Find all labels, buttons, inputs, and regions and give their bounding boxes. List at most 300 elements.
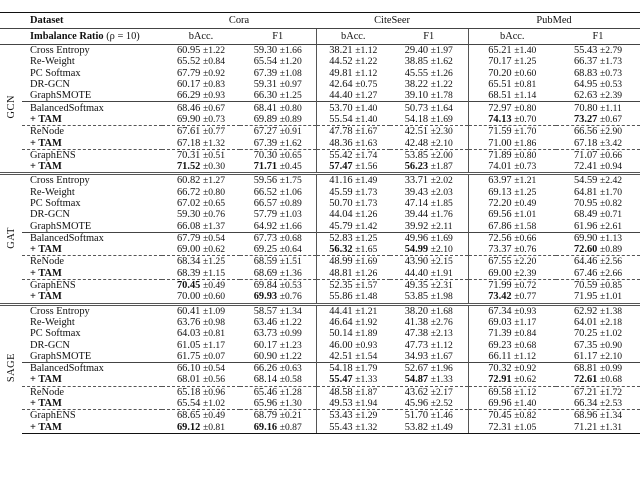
mean-value: 67.73 bbox=[253, 232, 278, 244]
result-cell bbox=[468, 339, 556, 350]
result-cell bbox=[468, 126, 556, 138]
result-cell bbox=[162, 232, 240, 244]
result-cell bbox=[240, 422, 316, 434]
mean-value: 65.54 bbox=[253, 56, 278, 68]
std-value: ±1.01 bbox=[514, 209, 537, 221]
std-value: ±1.13 bbox=[599, 232, 623, 244]
std-value: ±0.76 bbox=[202, 209, 226, 221]
std-value: ±1.15 bbox=[202, 267, 226, 279]
std-value: ±1.57 bbox=[355, 280, 378, 292]
mean-value: 68.69 bbox=[253, 267, 278, 279]
mean-value: 67.18 bbox=[573, 137, 598, 149]
std-value: ±1.79 bbox=[355, 363, 378, 375]
method-label: + TAM bbox=[30, 137, 62, 149]
mean-value: 46.64 bbox=[329, 316, 353, 328]
mean-value: 50.73 bbox=[404, 102, 429, 114]
result-cell bbox=[556, 279, 640, 291]
table-row bbox=[0, 256, 640, 268]
result-cell bbox=[556, 126, 640, 138]
method-name: BalancedSoftmax bbox=[22, 232, 162, 244]
mean-value: 64.95 bbox=[573, 79, 598, 91]
result-cell bbox=[316, 422, 390, 434]
std-value: ±1.96 bbox=[430, 363, 453, 375]
method-name: Cross Entropy bbox=[22, 304, 162, 317]
std-value: ±1.70 bbox=[599, 186, 623, 198]
result-cell bbox=[390, 244, 468, 256]
result-cell bbox=[162, 291, 240, 304]
mean-value: 65.54 bbox=[176, 398, 201, 410]
result-cell bbox=[468, 90, 556, 102]
std-value: ±1.78 bbox=[430, 90, 453, 102]
std-value: ±2.53 bbox=[599, 398, 623, 410]
std-value: ±2.20 bbox=[514, 256, 537, 268]
std-value: ±0.73 bbox=[514, 161, 537, 173]
method-name bbox=[22, 422, 162, 434]
result-cell bbox=[162, 268, 240, 280]
std-value: ±1.56 bbox=[355, 161, 378, 173]
mean-value: 45.55 bbox=[404, 67, 429, 79]
std-value: ±1.03 bbox=[279, 209, 302, 221]
std-value: ±1.23 bbox=[279, 339, 302, 351]
std-value: ±1.72 bbox=[599, 386, 623, 398]
result-cell bbox=[162, 187, 240, 198]
mean-value: 65.21 bbox=[488, 45, 512, 57]
mean-value: 53.85 bbox=[404, 291, 429, 303]
std-value: ±0.58 bbox=[279, 374, 302, 386]
std-value: ±1.12 bbox=[355, 45, 378, 57]
table-row bbox=[0, 90, 640, 102]
mean-value: 70.17 bbox=[488, 56, 512, 68]
mean-value: 69.93 bbox=[253, 291, 278, 303]
result-cell bbox=[240, 45, 316, 57]
mean-value: 63.97 bbox=[488, 175, 512, 187]
result-cell bbox=[316, 317, 390, 328]
method-name: ReNode bbox=[22, 256, 162, 268]
mean-value: 62.92 bbox=[573, 305, 598, 317]
result-cell bbox=[240, 161, 316, 174]
mean-value: 48.58 bbox=[329, 386, 353, 398]
mean-value: 61.17 bbox=[573, 350, 598, 362]
mean-value: 72.60 bbox=[573, 244, 598, 256]
mean-value: 70.30 bbox=[253, 149, 278, 161]
result-cell bbox=[556, 102, 640, 114]
result-cell bbox=[390, 386, 468, 398]
table-row bbox=[0, 244, 640, 256]
std-value: ±0.66 bbox=[514, 232, 537, 244]
result-cell bbox=[316, 68, 390, 79]
std-value: ±0.81 bbox=[202, 328, 226, 340]
mean-value: 65.52 bbox=[176, 56, 201, 68]
method-label: + TAM bbox=[30, 267, 62, 279]
mean-value: 55.43 bbox=[329, 421, 353, 433]
mean-value: 48.36 bbox=[329, 137, 353, 149]
mean-value: 65.18 bbox=[176, 386, 201, 398]
std-value: ±1.75 bbox=[279, 175, 302, 187]
mean-value: 63.73 bbox=[253, 328, 278, 340]
std-value: ±1.25 bbox=[279, 90, 302, 102]
mean-value: 64.81 bbox=[573, 186, 598, 198]
mean-value: 60.82 bbox=[176, 175, 201, 187]
std-value: ±2.13 bbox=[430, 328, 453, 340]
mean-value: 68.96 bbox=[573, 410, 598, 422]
table-row bbox=[0, 161, 640, 174]
mean-value: 72.91 bbox=[488, 374, 512, 386]
std-value: ±0.80 bbox=[202, 186, 226, 198]
std-value: ±0.60 bbox=[202, 291, 226, 303]
mean-value: 68.83 bbox=[573, 67, 598, 79]
method-name bbox=[22, 268, 162, 280]
std-value: ±1.67 bbox=[430, 350, 453, 362]
method-name: GraphSMOTE bbox=[30, 220, 92, 232]
result-cell bbox=[240, 398, 316, 410]
table-row bbox=[0, 220, 640, 232]
result-cell bbox=[316, 126, 390, 138]
std-value: ±0.64 bbox=[279, 244, 302, 256]
mean-value: 66.72 bbox=[176, 186, 201, 198]
result-cell bbox=[468, 256, 556, 268]
result-cell bbox=[316, 386, 390, 398]
result-cell bbox=[316, 114, 390, 126]
std-value: ±1.97 bbox=[430, 45, 453, 57]
mean-value: 69.13 bbox=[488, 186, 512, 198]
table-row bbox=[0, 45, 640, 57]
mean-value: 66.11 bbox=[488, 350, 512, 362]
result-cell bbox=[240, 268, 316, 280]
mean-value: 71.39 bbox=[488, 328, 512, 340]
std-value: ±1.49 bbox=[355, 175, 378, 187]
method-name: PC Softmax bbox=[30, 328, 81, 340]
table-row bbox=[0, 304, 640, 317]
mean-value: 59.31 bbox=[253, 79, 278, 91]
mean-value: 46.00 bbox=[329, 339, 353, 351]
mean-value: 70.80 bbox=[574, 102, 598, 114]
std-value: ±1.22 bbox=[430, 79, 453, 91]
std-value: ±1.40 bbox=[514, 45, 537, 57]
mean-value: 53.82 bbox=[404, 421, 429, 433]
result-cell bbox=[556, 351, 640, 363]
mean-value: 70.20 bbox=[488, 67, 512, 79]
mean-value: 67.79 bbox=[176, 232, 201, 244]
result-cell bbox=[556, 45, 640, 57]
result-cell bbox=[556, 398, 640, 410]
mean-value: 63.76 bbox=[176, 316, 201, 328]
mean-value: 67.86 bbox=[488, 220, 512, 232]
result-cell bbox=[390, 317, 468, 328]
result-cell bbox=[162, 90, 240, 102]
mean-value: 64.03 bbox=[176, 328, 201, 340]
std-value: ±2.61 bbox=[599, 220, 623, 232]
mean-value: 67.55 bbox=[488, 256, 512, 268]
result-cell bbox=[162, 220, 240, 232]
metric-pubmed-bacc: bAcc. bbox=[468, 29, 556, 45]
table-row bbox=[0, 268, 640, 280]
std-value: ±0.73 bbox=[599, 67, 623, 79]
std-value: ±0.21 bbox=[279, 410, 302, 422]
std-value: ±0.73 bbox=[202, 113, 226, 125]
std-value: ±1.26 bbox=[355, 267, 378, 279]
std-value: ±1.68 bbox=[430, 305, 453, 317]
mean-value: 68.79 bbox=[253, 410, 278, 422]
result-cell bbox=[316, 187, 390, 198]
method-name: GraphSMOTE bbox=[30, 350, 92, 362]
std-value: ±0.54 bbox=[202, 232, 226, 244]
result-cell bbox=[162, 339, 240, 350]
result-cell bbox=[556, 79, 640, 90]
result-cell bbox=[390, 174, 468, 187]
mean-value: 59.56 bbox=[253, 175, 278, 187]
result-cell bbox=[468, 198, 556, 209]
std-value: ±0.87 bbox=[279, 421, 302, 433]
std-value: ±0.80 bbox=[279, 102, 302, 114]
table-row bbox=[0, 291, 640, 304]
std-value: ±0.77 bbox=[514, 291, 537, 303]
model-label bbox=[0, 174, 22, 304]
table-row bbox=[0, 363, 640, 375]
mean-value: 73.42 bbox=[488, 291, 512, 303]
mean-value: 39.43 bbox=[404, 186, 429, 198]
std-value: ±2.31 bbox=[430, 280, 453, 292]
mean-value: 70.45 bbox=[488, 410, 512, 422]
std-value: ±1.12 bbox=[514, 350, 537, 362]
mean-value: 67.34 bbox=[488, 305, 512, 317]
mean-value: 55.54 bbox=[329, 113, 353, 125]
result-cell bbox=[390, 45, 468, 57]
result-cell bbox=[468, 304, 556, 317]
result-cell bbox=[556, 149, 640, 161]
mean-value: 57.79 bbox=[253, 209, 278, 221]
metric-header-row bbox=[0, 29, 640, 45]
std-value: ±1.25 bbox=[514, 56, 537, 68]
mean-value: 69.84 bbox=[253, 280, 278, 292]
mean-value: 72.41 bbox=[573, 161, 598, 173]
std-value: ±1.40 bbox=[355, 113, 378, 125]
mean-value: 69.03 bbox=[488, 316, 512, 328]
result-cell bbox=[316, 102, 390, 114]
result-cell bbox=[468, 79, 556, 90]
std-value: ±0.68 bbox=[279, 232, 302, 244]
method-name bbox=[22, 291, 162, 304]
table-row bbox=[0, 351, 640, 363]
std-value: ±0.83 bbox=[202, 79, 226, 91]
mean-value: 68.41 bbox=[253, 102, 278, 114]
result-cell bbox=[240, 56, 316, 67]
std-value: ±1.74 bbox=[355, 149, 378, 161]
mean-value: 72.20 bbox=[488, 198, 512, 209]
mean-value: 49.81 bbox=[329, 67, 353, 79]
mean-value: 69.90 bbox=[573, 232, 598, 244]
mean-value: 69.25 bbox=[253, 244, 278, 256]
method-name: Cross Entropy bbox=[22, 174, 162, 187]
result-cell bbox=[468, 137, 556, 149]
mean-value: 67.02 bbox=[176, 198, 201, 209]
result-cell bbox=[316, 90, 390, 102]
std-value: ±1.54 bbox=[355, 350, 378, 362]
imbalance-ratio-label: Imbalance Ratio (ρ = 10) bbox=[22, 29, 162, 45]
mean-value: 44.04 bbox=[329, 209, 353, 221]
std-value: ±0.51 bbox=[202, 149, 226, 161]
result-cell bbox=[162, 256, 240, 268]
std-value: ±1.12 bbox=[514, 386, 537, 398]
table-row bbox=[0, 126, 640, 138]
std-value: ±1.28 bbox=[279, 386, 302, 398]
table-row bbox=[0, 328, 640, 339]
result-cell bbox=[316, 268, 390, 280]
result-cell bbox=[162, 198, 240, 209]
result-cell bbox=[468, 328, 556, 339]
std-value: ±1.26 bbox=[430, 67, 453, 79]
mean-value: 69.12 bbox=[176, 421, 201, 433]
result-cell bbox=[468, 317, 556, 328]
mean-value: 48.81 bbox=[329, 267, 353, 279]
result-cell bbox=[556, 187, 640, 198]
result-cell bbox=[316, 244, 390, 256]
std-value: ±1.48 bbox=[355, 291, 378, 303]
mean-value: 55.86 bbox=[329, 291, 353, 303]
result-cell bbox=[316, 149, 390, 161]
mean-value: 42.48 bbox=[404, 137, 429, 149]
method-name: ReNode bbox=[22, 126, 162, 138]
method-name: GraphENS bbox=[22, 149, 162, 161]
std-value: ±0.49 bbox=[514, 198, 537, 209]
mean-value: 67.39 bbox=[253, 67, 278, 79]
mean-value: 68.49 bbox=[573, 209, 598, 221]
method-name bbox=[22, 114, 162, 126]
std-value: ±0.98 bbox=[202, 316, 226, 328]
std-value: ±0.96 bbox=[202, 386, 226, 398]
model-name: GAT bbox=[5, 226, 17, 249]
method-name: DR-GCN bbox=[30, 339, 70, 351]
mean-value: 49.35 bbox=[404, 280, 429, 292]
std-value: ±1.06 bbox=[279, 186, 302, 198]
method-name: GraphSMOTE bbox=[30, 90, 92, 102]
mean-value: 55.47 bbox=[329, 374, 353, 386]
mean-value: 68.51 bbox=[488, 90, 512, 102]
std-value: ±1.85 bbox=[430, 198, 453, 209]
result-cell bbox=[556, 209, 640, 220]
method-name: PC Softmax bbox=[30, 198, 81, 209]
std-value: ±1.30 bbox=[279, 398, 302, 410]
std-value: ±2.39 bbox=[514, 267, 537, 279]
mean-value: 72.97 bbox=[488, 102, 512, 114]
result-cell bbox=[162, 398, 240, 410]
mean-value: 60.17 bbox=[253, 339, 278, 351]
std-value: ±1.27 bbox=[202, 175, 226, 187]
result-cell bbox=[556, 422, 640, 434]
result-cell bbox=[468, 56, 556, 67]
result-cell bbox=[240, 79, 316, 90]
result-cell bbox=[390, 114, 468, 126]
mean-value: 39.92 bbox=[404, 220, 429, 232]
std-value: ±0.76 bbox=[514, 244, 537, 256]
result-cell bbox=[162, 279, 240, 291]
result-cell bbox=[316, 232, 390, 244]
result-cell bbox=[468, 45, 556, 57]
result-cell bbox=[556, 56, 640, 67]
result-cell bbox=[240, 209, 316, 220]
mean-value: 71.00 bbox=[488, 137, 512, 149]
mean-value: 64.46 bbox=[573, 256, 598, 268]
result-cell bbox=[240, 279, 316, 291]
std-value: ±1.22 bbox=[279, 316, 302, 328]
result-cell bbox=[556, 339, 640, 350]
std-value: ±1.65 bbox=[355, 244, 378, 256]
mean-value: 53.85 bbox=[404, 149, 429, 161]
mean-value: 38.21 bbox=[329, 45, 353, 57]
std-value: ±1.69 bbox=[430, 113, 453, 125]
mean-value: 67.39 bbox=[253, 137, 278, 149]
std-value: ±0.68 bbox=[599, 374, 623, 386]
result-cell bbox=[316, 198, 390, 209]
table-row bbox=[0, 137, 640, 149]
std-value: ±1.66 bbox=[279, 45, 302, 57]
std-value: ±1.29 bbox=[355, 410, 378, 422]
std-value: ±1.22 bbox=[279, 350, 302, 362]
results-body bbox=[0, 45, 640, 434]
mean-value: 47.73 bbox=[404, 339, 429, 351]
std-value: ±1.12 bbox=[430, 339, 453, 351]
result-cell bbox=[240, 386, 316, 398]
result-cell bbox=[468, 374, 556, 386]
std-value: ±2.11 bbox=[430, 220, 453, 232]
mean-value: 57.47 bbox=[329, 161, 353, 173]
mean-value: 71.07 bbox=[573, 149, 598, 161]
mean-value: 38.22 bbox=[404, 79, 429, 91]
mean-value: 64.92 bbox=[253, 220, 278, 232]
mean-value: 63.46 bbox=[253, 316, 278, 328]
result-cell bbox=[390, 279, 468, 291]
mean-value: 60.41 bbox=[176, 305, 201, 317]
mean-value: 49.53 bbox=[329, 398, 353, 410]
result-cell bbox=[162, 363, 240, 375]
std-value: ±1.25 bbox=[355, 232, 378, 244]
mean-value: 71.59 bbox=[488, 126, 512, 138]
mean-value: 64.01 bbox=[573, 316, 598, 328]
mean-value: 66.08 bbox=[176, 220, 201, 232]
std-value: ±1.40 bbox=[355, 102, 378, 114]
result-cell bbox=[468, 410, 556, 422]
result-cell bbox=[162, 114, 240, 126]
result-cell bbox=[390, 68, 468, 79]
result-cell bbox=[468, 232, 556, 244]
result-cell bbox=[240, 126, 316, 138]
table-row bbox=[0, 398, 640, 410]
mean-value: 54.99 bbox=[404, 244, 429, 256]
mean-value: 67.21 bbox=[573, 386, 598, 398]
result-cell bbox=[556, 386, 640, 398]
std-value: ±0.81 bbox=[202, 421, 226, 433]
std-value: ±3.42 bbox=[599, 137, 623, 149]
std-value: ±0.93 bbox=[514, 305, 537, 317]
method-name bbox=[22, 244, 162, 256]
mean-value: 60.17 bbox=[176, 79, 201, 91]
std-value: ±1.66 bbox=[279, 220, 302, 232]
result-cell bbox=[468, 386, 556, 398]
std-value: ±2.10 bbox=[430, 137, 453, 149]
method-label: + TAM bbox=[30, 113, 62, 125]
result-cell bbox=[162, 317, 240, 328]
std-value: ±1.27 bbox=[355, 90, 378, 102]
std-value: ±1.87 bbox=[430, 161, 453, 173]
result-cell bbox=[316, 45, 390, 57]
result-cell bbox=[556, 232, 640, 244]
std-value: ±1.67 bbox=[355, 126, 378, 138]
mean-value: 52.83 bbox=[329, 232, 353, 244]
result-cell bbox=[316, 56, 390, 67]
std-value: ±0.89 bbox=[279, 198, 302, 209]
std-value: ±1.89 bbox=[355, 328, 378, 340]
result-cell bbox=[316, 79, 390, 90]
std-value: ±0.53 bbox=[599, 79, 623, 91]
